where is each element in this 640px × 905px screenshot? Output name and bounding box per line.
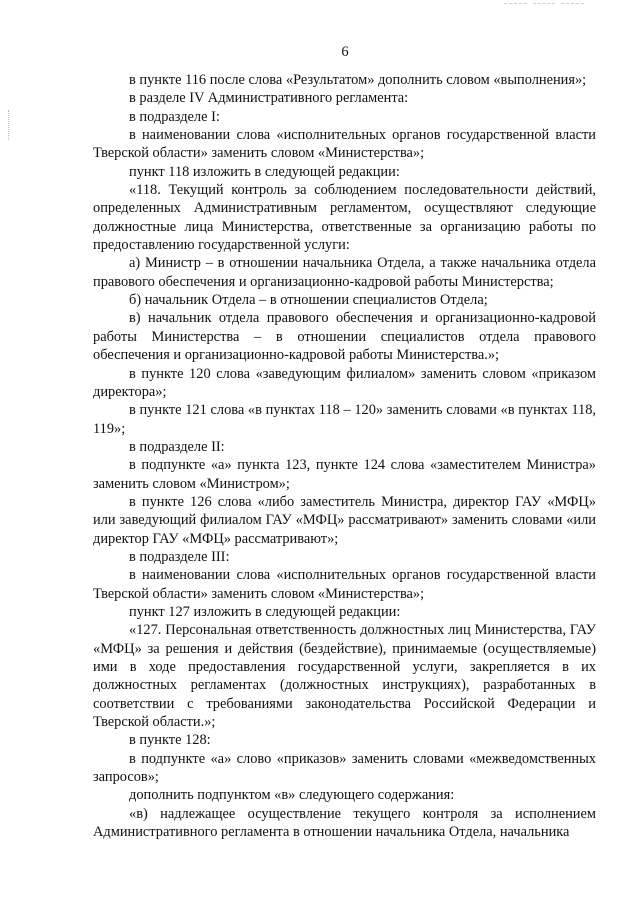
paragraph: в пункте 116 после слова «Результатом» дополнить словом «выполнения»; <box>129 72 587 88</box>
paragraph: в разделе IV Административного регламента: <box>129 90 409 107</box>
document-body <box>93 71 596 841</box>
paragraph: в наименовании слова «исполнительных органов государственной власти Тверской области» заменить словом «Министерства»; <box>93 127 596 162</box>
paragraph: пункт 127 изложить в следующей редакции: <box>129 603 401 620</box>
paragraph: в подпункте «а» слово «приказов» заменить словами «межведомственных запросов»; <box>93 750 596 786</box>
paragraph: в пункте 126 слова «либо заместитель Министра, директор ГАУ «МФЦ» или заведующий филиалом ГАУ «МФЦ» рассматривают» заменить словами «или директор ГАУ «МФЦ» рассматривают»; <box>93 493 596 547</box>
paragraph: «в) надлежащее осуществление текущего контроля за исполнением Административного регламента в отношении начальника Отдела, начальника <box>93 805 596 841</box>
paragraph: в подпункте «а» пункта 123, пункте 124 слова «заместителем Министра» заменить словом «Министром»; <box>93 457 596 492</box>
paragraph: в) начальник отдела правового обеспечения и организационно-кадровой работы Министерства – в отношении специалистов отдела правового обеспечения и организационно-кадровой работы Министерства.»; <box>93 310 596 364</box>
paragraph: в подразделе III: <box>129 548 230 565</box>
paragraph: в пункте 128: <box>129 732 211 749</box>
paragraph: в подразделе II: <box>129 438 225 455</box>
paragraph: б) начальник Отдела – в отношении специалистов Отдела; <box>129 292 488 309</box>
paragraph: пункт 118 изложить в следующей редакции: <box>129 163 400 180</box>
paragraph: «118. Текущий контроль за соблюдением последовательности действий, определенных Административным регламентом, осуществляют следующие должностные лица Министерства, ответственные за организацию работы по предоставлению государственной услуги: <box>93 182 596 254</box>
paragraph: в наименовании слова «исполнительных органов государственной власти Тверской области» заменить словом «Министерства»; <box>93 567 596 602</box>
binding-marks <box>8 110 11 140</box>
paragraph: дополнить подпунктом «в» следующего содержания: <box>129 787 455 804</box>
paragraph: в подразделе I: <box>129 108 220 125</box>
paragraph: в пункте 121 слова «в пунктах 118 – 120» заменить словами «в пунктах 118, 119»; <box>93 402 596 437</box>
scan-marks <box>504 3 584 5</box>
paragraph: «127. Персональная ответственность должностных лиц Министерства, ГАУ «МФЦ» за решения и действия (бездействие), принимаемые (осуществляемые) ими в ходе предоставления государственной услуги, закрепляется в их должностных регламентах (должностных инструкциях), разработанных в соответствии с требованиями законодательства Российской Федерации и Тверской области.»; <box>93 622 596 731</box>
paragraph: а) Министр – в отношении начальника Отдела, а также начальника отдела правового обеспечения и организационно-кадровой работы Министерства; <box>93 255 596 290</box>
page-number: 6 <box>341 44 349 60</box>
paragraph: в пункте 120 слова «заведующим филиалом» заменить словом «приказом директора»; <box>93 365 596 400</box>
